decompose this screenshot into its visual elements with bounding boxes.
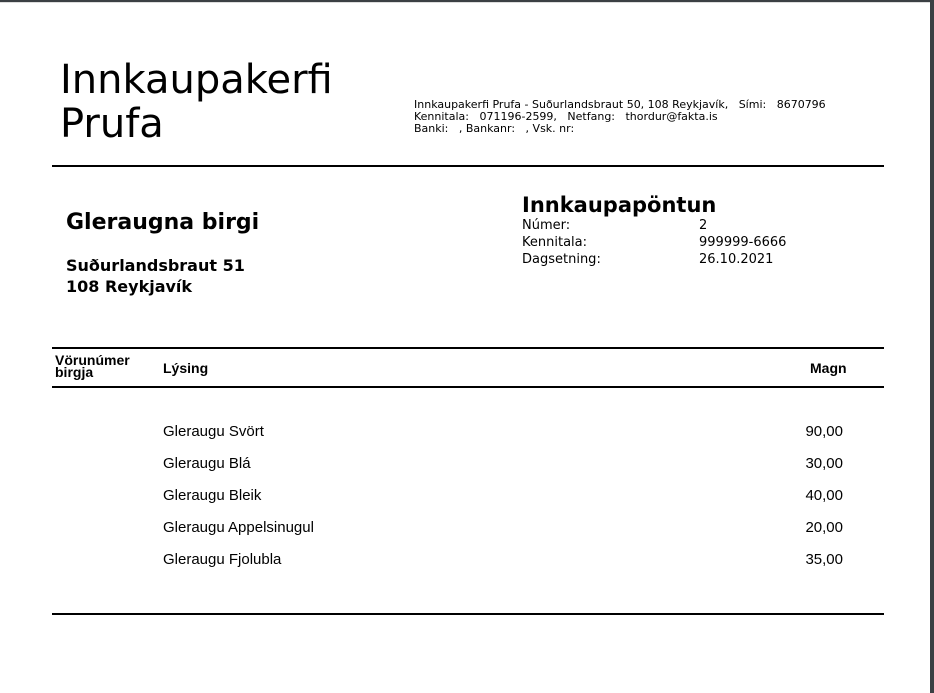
- row-quantity: 20,00: [805, 519, 843, 536]
- row-description: Gleraugu Blá: [163, 455, 251, 472]
- qty-header: Magn: [810, 360, 847, 376]
- row-quantity: 30,00: [805, 455, 843, 472]
- divider: [52, 347, 884, 349]
- divider: [52, 165, 884, 167]
- order-field-label: Númer:: [522, 218, 571, 233]
- row-description: Gleraugu Appelsinugul: [163, 519, 314, 536]
- order-field-label: Kennitala:: [522, 235, 587, 250]
- company-info: [414, 99, 826, 135]
- order-title: Innkaupapöntun: [522, 193, 717, 217]
- row-quantity: 90,00: [805, 423, 843, 440]
- row-quantity: 35,00: [805, 551, 843, 568]
- sku-header-line: birgja: [55, 364, 94, 380]
- order-field-value: 26.10.2021: [699, 252, 774, 267]
- company-line: Banki: , Bankanr: , Vsk. nr:: [414, 122, 575, 135]
- row-description: Gleraugu Bleik: [163, 487, 262, 504]
- supplier-name: Gleraugna birgi: [66, 210, 260, 235]
- order-field-value: 2: [699, 218, 708, 233]
- divider: [52, 386, 884, 388]
- supplier-city: 108 Reykjavík: [66, 277, 193, 296]
- order-field: [522, 251, 786, 268]
- company-line: Kennitala: 071196-2599, Netfang: thordur@fakta.is: [414, 110, 718, 123]
- row-description: Gleraugu Svört: [163, 423, 264, 440]
- company-title: Innkaupakerfi Prufa: [60, 57, 333, 147]
- order-field-value: 999999-6666: [699, 235, 787, 250]
- row-description: Gleraugu Fjolubla: [163, 551, 282, 568]
- sku-header-line: Vörunúmer: [55, 352, 130, 368]
- order-field-label: Dagsetning:: [522, 252, 601, 267]
- order-field: [522, 234, 786, 251]
- desc-header: Lýsing: [163, 360, 209, 376]
- supplier-street: Suðurlandsbraut 51: [66, 256, 245, 275]
- order-field: [522, 217, 786, 234]
- company-line: Innkaupakerfi Prufa - Suðurlandsbraut 50, 108 Reykjavík, Sími: 8670796: [414, 98, 826, 111]
- row-quantity: 40,00: [805, 487, 843, 504]
- supplier-address: [66, 255, 245, 297]
- document-page: [0, 2, 930, 693]
- sku-header: [55, 354, 130, 378]
- divider: [52, 613, 884, 615]
- order-info: [522, 193, 786, 268]
